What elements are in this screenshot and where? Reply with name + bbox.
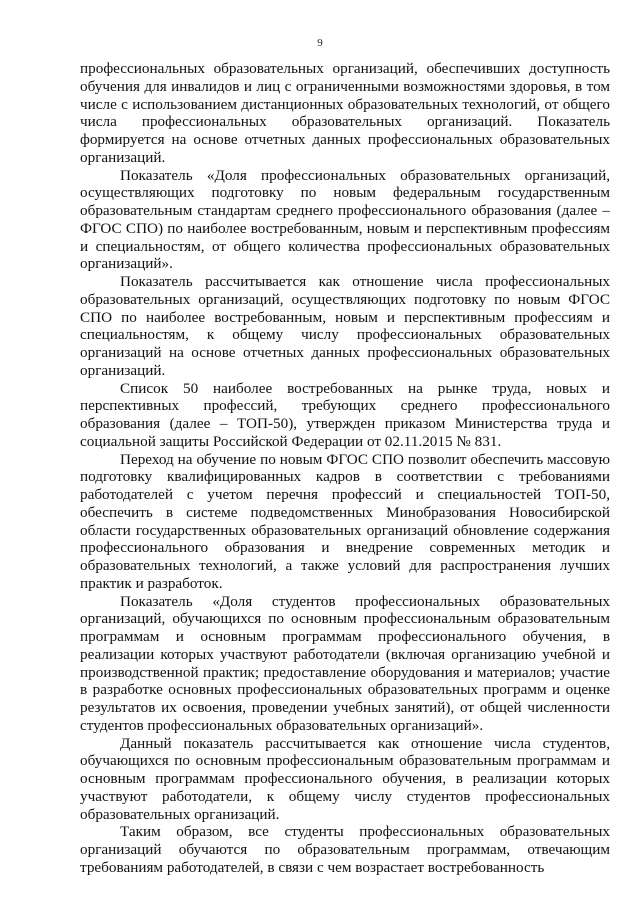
document-body (80, 60, 610, 877)
paragraph-indicator-calculation: Показатель рассчитывается как отношение числа профессиональных образовательных организаций, осуществляющих подготовку по новым ФГОС СПО по наиболее востребованным, новым и перспективным профессиям и специальностям, к общему числу профессиональных образовательных организаций на основе отчетных данных профессиональных образовательных организаций. (80, 273, 610, 379)
paragraph-conclusion: Таким образом, все студенты профессиональных образовательных организаций обучаются по образовательным программам, отвечающим требованиям работодателей, в связи с чем возрастает востребованность (80, 823, 610, 876)
paragraph-indicator-fgos: Показатель «Доля профессиональных образовательных организаций, осуществляющих подготовку по новым федеральным государственным образовательным стандартам среднего профессионального образования (далее – ФГОС СПО) по наиболее востребованным, новым и перспективным профессиям и специальностям, от общего количества профессиональных образовательных организаций». (80, 166, 610, 273)
paragraph-transition: Переход на обучение по новым ФГОС СПО позволит обеспечить массовую подготовку квалифицированных кадров в соответствии с требованиями работодателей с учетом перечня профессий и специальностей ТОП-50, обеспечить в системе подведомственных Минобразования Новосибирской области государственных образовательных организаций обновление содержания профессионального образования и внедрение современных методик и образовательных технологий, а также условий для распространения лучших практик и разработок. (80, 450, 610, 592)
paragraph-indicator-students: Показатель «Доля студентов профессиональных образовательных организаций, обучающихся по основным профессиональным образовательным программам и основным программам профессионального обучения, в реализации которых участвуют работодатели (включая организацию учебной и производственной практик; предоставление оборудования и материалов; участие в разработке основных профессиональных образовательных программ и оценке результатов их освоения, проведении учебных занятий), от общей численности студентов профессиональных образовательных организаций». (80, 592, 610, 734)
page-number: 9 (317, 37, 323, 49)
paragraph-continuation: профессиональных образовательных организаций, обеспечивших доступность обучения для инвалидов и лиц с ограниченными возможностями здоровья, в том числе с использованием дистанционных образовательных технологий, от общего числа профессиональных образовательных организаций. Показатель формируется на основе отчетных данных профессиональных образовательных организаций. (80, 60, 610, 166)
paragraph-students-calculation: Данный показатель рассчитывается как отношение числа студентов, обучающихся по основным профессиональным образовательным программам и основным программам профессионального обучения, в реализации которых участвуют работодатели, к общему числу студентов профессиональных образовательных организаций. (80, 734, 610, 823)
paragraph-top50-list: Список 50 наиболее востребованных на рынке труда, новых и перспективных профессий, требующих среднего профессионального образования (далее – ТОП-50), утвержден приказом Министерства труда и социальной защиты Российской Федерации от 02.11.2015 № 831. (80, 379, 610, 450)
